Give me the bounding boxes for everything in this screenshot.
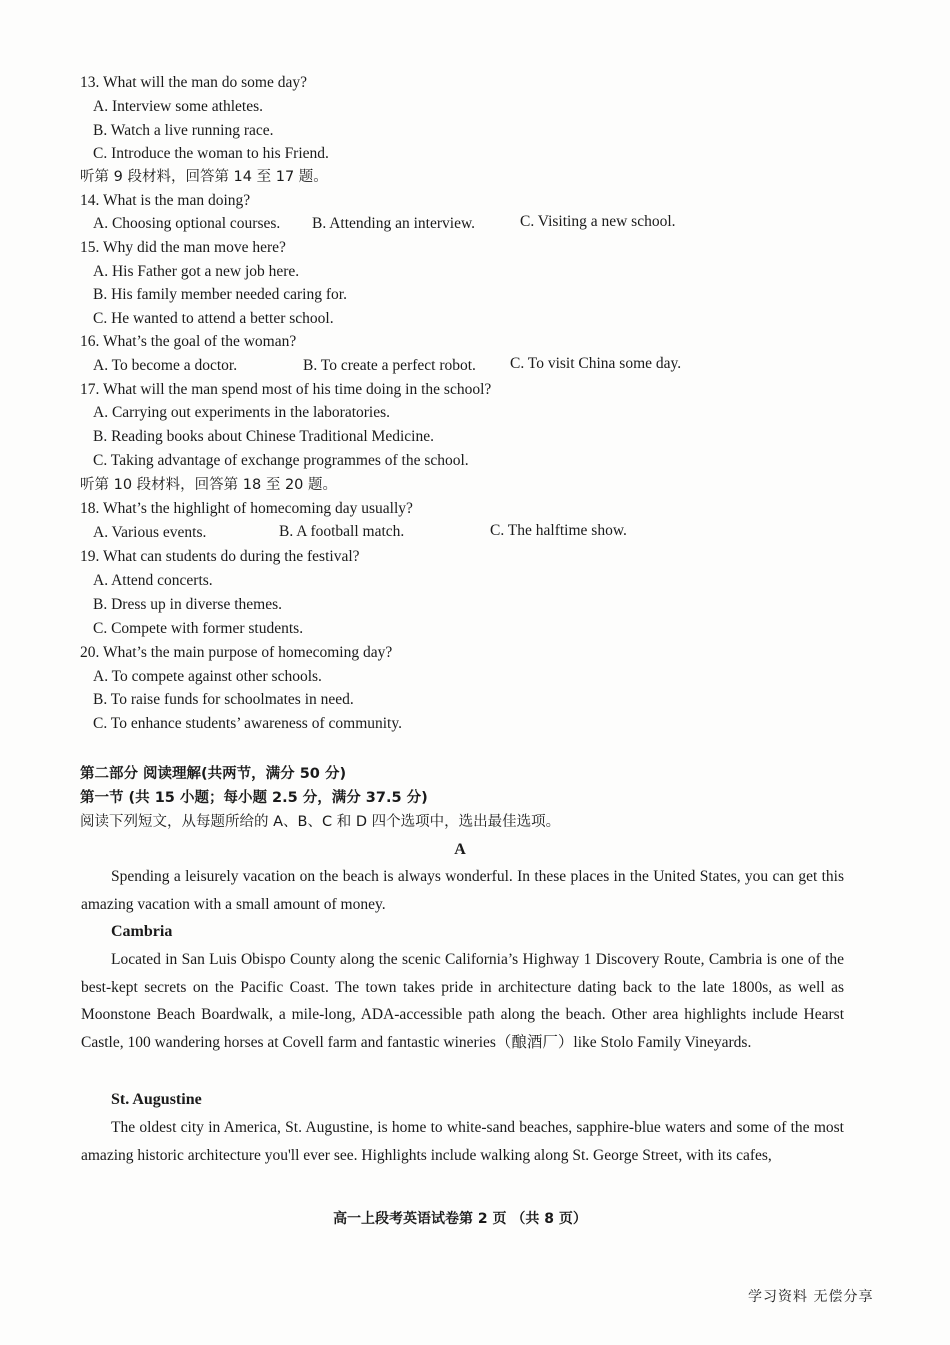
q13-option-b: B. Watch a live running race.	[93, 122, 274, 139]
q19-option-a: A. Attend concerts.	[93, 572, 213, 589]
q14-option-a: A. Choosing optional courses.	[93, 215, 281, 232]
question-13: 13. What will the man do some day?	[80, 74, 307, 91]
question-14: 14. What is the man doing?	[80, 192, 251, 209]
q16-option-b: B. To create a perfect robot.	[303, 357, 476, 374]
q14-option-c: C. Visiting a new school.	[520, 213, 676, 230]
q13-option-c: C. Introduce the woman to his Friend.	[93, 145, 329, 162]
q15-option-a: A. His Father got a new job here.	[93, 263, 300, 280]
question-19: 19. What can students do during the festival?	[80, 548, 360, 565]
q17-option-c: C. Taking advantage of exchange programmes of the school.	[93, 452, 469, 469]
cambria-heading: Cambria	[111, 923, 173, 940]
question-16: 16. What’s the goal of the woman?	[80, 333, 297, 350]
watermark-text: 学习资料 无偿分享	[748, 1289, 874, 1305]
q19-option-c: C. Compete with former students.	[93, 620, 304, 637]
st-augustine-paragraph: The oldest city in America, St. Augustine, is home to white-sand beaches, sapphire-blue waters and some of the most amazing historic architecture you'll ever see. Highlights include walking along St. George Street, with its cafes,	[81, 1119, 844, 1164]
question-17: 17. What will the man spend most of his time doing in the school?	[80, 381, 492, 398]
page-footer: 高一上段考英语试卷第 2 页 （共 8 页）	[333, 1211, 587, 1227]
part2-title: 第二部分 阅读理解(共两节，满分 50 分)	[80, 766, 347, 782]
q20-option-c: C. To enhance students’ awareness of community.	[93, 715, 402, 732]
question-20: 20. What’s the main purpose of homecoming day?	[80, 644, 393, 661]
q14-option-b: B. Attending an interview.	[312, 215, 476, 232]
part2-section1: 第一节 (共 15 小题；每小题 2.5 分，满分 37.5 分)	[80, 790, 428, 806]
st-augustine-heading: St. Augustine	[111, 1091, 202, 1108]
part2-instruction: 阅读下列短文，从每题所给的 A、B、C 和 D 四个选项中，选出最佳选项。	[80, 814, 561, 830]
instruction-passage-9: 听第 9 段材料，回答第 14 至 17 题。	[80, 169, 328, 185]
q15-option-c: C. He wanted to attend a better school.	[93, 310, 334, 327]
question-15: 15. Why did the man move here?	[80, 239, 286, 256]
q18-option-c: C. The halftime show.	[490, 522, 627, 539]
passage-intro: Spending a leisurely vacation on the beach is always wonderful. In these places in the United States, you can get this amazing vacation with a small amount of money.	[81, 868, 844, 913]
q20-option-b: B. To raise funds for schoolmates in need.	[93, 691, 354, 708]
passage-label: A	[454, 841, 466, 858]
q13-option-a: A. Interview some athletes.	[93, 98, 264, 115]
q16-option-c: C. To visit China some day.	[510, 355, 682, 372]
question-18: 18. What’s the highlight of homecoming day usually?	[80, 500, 413, 517]
q17-option-b: B. Reading books about Chinese Traditional Medicine.	[93, 428, 434, 445]
q15-option-b: B. His family member needed caring for.	[93, 286, 347, 303]
q20-option-a: A. To compete against other schools.	[93, 668, 322, 685]
q18-option-a: A. Various events.	[93, 524, 207, 541]
q18-option-b: B. A football match.	[279, 523, 405, 540]
q16-option-a: A. To become a doctor.	[93, 357, 238, 374]
q19-option-b: B. Dress up in diverse themes.	[93, 596, 282, 613]
instruction-passage-10: 听第 10 段材料，回答第 18 至 20 题。	[80, 477, 338, 493]
q17-option-a: A. Carrying out experiments in the laboratories.	[93, 404, 391, 421]
cambria-paragraph: Located in San Luis Obispo County along the scenic California’s Highway 1 Discovery Route, Cambria is one of the best-kept secrets on the Pacific Coast. The town takes pride in architecture dating back to the late 1800s, as well as Moonstone Beach Boardwalk, a mile-long, ADA-accessible path along the beach. Other area highlights include Hearst Castle, 100 wandering horses at Covell farm and fantastic wineries（酿酒厂）like Stolo Family Vineyards.	[81, 951, 844, 1051]
